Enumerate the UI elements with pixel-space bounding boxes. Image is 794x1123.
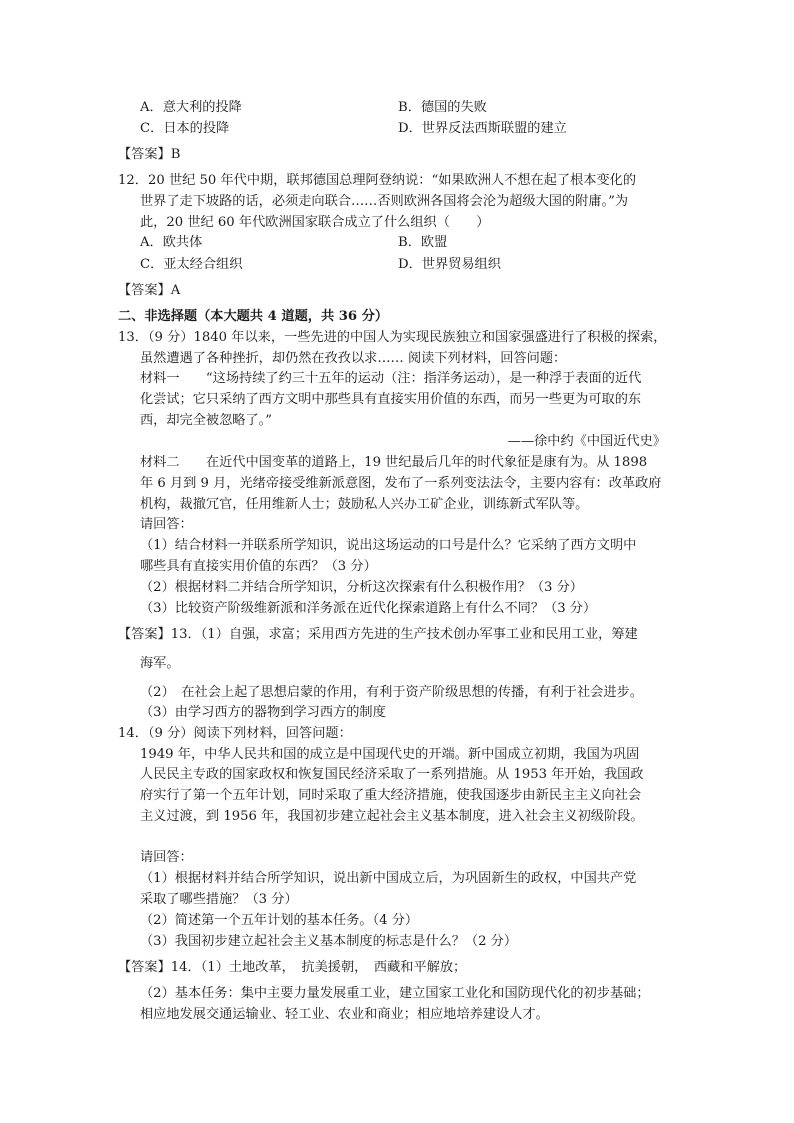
q14-material-line-2: 人民民主专政的国家政权和恢复国民经济采取了一系列措施。从 1953 年开始，我国政 bbox=[140, 767, 644, 782]
q13-stem-line-1: 13．（9 分）1840 年以来，一些先进的中国人为实现民族独立和国家强盛进行了积极的探索， bbox=[118, 330, 667, 345]
q13-material1-line-3: 西，却完全被忽略了。” bbox=[140, 413, 273, 428]
q14-stem: 14．（9 分）阅读下列材料，回答问题： bbox=[118, 726, 352, 741]
q13-answer-line-3: （2） 在社会上起了思想启蒙的作用，有利于资产阶级思想的传播，有利于社会进步。 bbox=[140, 685, 643, 700]
q12-option-c: C．亚太经合组织 bbox=[140, 257, 243, 272]
section-2-title: 二、非选择题（本大题共 4 道题，共 36 分） bbox=[118, 309, 389, 324]
q12-stem-line-2: 世界了走下坡路的话，必须走向联合……否则欧洲各国将会沦为超级大国的附庸。”为 bbox=[140, 194, 629, 209]
q13-question-3: （3）比较资产阶级维新派和洋务派在近代化探索道路上有什么不同？（3 分） bbox=[140, 601, 597, 616]
q14-material-line-3: 府实行了第一个五年计划，同时采取了重大经济措施，使我国逐步由新民主主义向社会 bbox=[140, 788, 642, 803]
q13-material2-line-3: 机构，裁撤冗官，任用维新人士；鼓励私人兴办工矿企业，训练新式军队等。 bbox=[140, 497, 589, 512]
q13-question-1-line-1: （1）结合材料一并联系所学知识，说出这场运动的口号是什么？它采纳了西方文明中 bbox=[140, 538, 637, 553]
q13-question-1-line-2: 哪些具有直接实用价值的东西？（3 分） bbox=[140, 559, 377, 574]
q11-option-a: A．意大利的投降 bbox=[140, 100, 242, 115]
q14-answer-line-3: 相应地发展交通运输业、轻工业、农业和商业；相应地培养建设人才。 bbox=[140, 1007, 549, 1022]
q14-material-line-1: 1949 年，中华人民共和国的成立是中国现代史的开端。新中国成立初期，我国为巩固 bbox=[140, 747, 640, 762]
q13-answer-line-2: 海军。 bbox=[140, 656, 180, 671]
q13-material2-line-1: 材料二 在近代中国变革的道路上，19 世纪最后几年的时代象征是康有为。从 1898 bbox=[140, 455, 648, 470]
q13-material1-source: ——徐中约《中国近代史》 bbox=[507, 434, 666, 449]
q14-question-1-line-2: 采取了哪些措施？（3 分） bbox=[140, 892, 298, 907]
q13-stem-line-2: 虽然遭遇了各种挫折，却仍然在孜孜以求…… 阅读下列材料，回答问题： bbox=[140, 351, 567, 366]
q11-answer: 【答案】B bbox=[118, 147, 181, 162]
q13-material2-line-2: 年 6 月到 9 月，光绪帝接受维新派意图，发布了一系列变法法令，主要内容有：改革政府 bbox=[140, 476, 662, 491]
q14-question-1-line-1: （1）根据材料并结合所学知识，说出新中国成立后，为巩固新生的政权，中国共产党 bbox=[140, 871, 637, 886]
q12-stem-line-3: 此，20 世纪 60 年代欧洲国家联合成立了什么组织（ ） bbox=[140, 215, 490, 230]
q14-question-3: （3）我国初步建立起社会主义基本制度的标志是什么？（2 分） bbox=[140, 934, 518, 949]
q12-option-d: D．世界贸易组织 bbox=[398, 257, 501, 272]
q14-answer-line-2: （2）基本任务：集中主要力量发展重工业，建立国家工业化和国防现代化的初步基础； bbox=[140, 986, 650, 1001]
q12-option-a: A．欧共体 bbox=[140, 235, 203, 250]
q12-stem-line-1: 12．20 世纪 50 年代中期，联邦德国总理阿登纳说：“如果欧洲人不想在起了根本变化的 bbox=[118, 173, 637, 188]
q14-material-line-4: 主义过渡，到 1956 年，我国初步建立起社会主义基本制度，进入社会主义初级阶段。 bbox=[140, 809, 644, 824]
q13-material1-line-1: 材料一 “这场持续了约三十五年的运动（注：指洋务运动），是一种浮于表面的近代 bbox=[140, 371, 642, 386]
q13-question-2: （2）根据材料二并结合所学知识，分析这次探索有什么积极作用？（3 分） bbox=[140, 580, 583, 595]
q12-answer: 【答案】A bbox=[118, 283, 181, 298]
q11-option-b: B．德国的失败 bbox=[398, 100, 487, 115]
q12-option-b: B．欧盟 bbox=[398, 235, 448, 250]
q13-ask: 请回答： bbox=[140, 517, 193, 532]
q13-answer-line-4: （3）由学习西方的器物到学习西方的制度 bbox=[140, 705, 386, 720]
q11-option-d: D．世界反法西斯联盟的建立 bbox=[398, 121, 567, 136]
q14-question-2: （2）简述第一个五年计划的基本任务。（4 分） bbox=[140, 913, 419, 928]
q13-material1-line-2: 化尝试；它只采纳了西方文明中那些具有直接实用价值的东西，而另一些更为可取的东 bbox=[140, 392, 642, 407]
q14-ask: 请回答： bbox=[140, 850, 193, 865]
q14-answer-line-1: 【答案】14．（1）土地改革， 抗美援朝， 西藏和平解放； bbox=[118, 960, 467, 975]
q11-option-c: C．日本的投降 bbox=[140, 121, 230, 136]
q13-answer-line-1: 【答案】13．（1）自强，求富；采用西方先进的生产技术创办军事工业和民用工业，筹建 bbox=[118, 627, 638, 642]
